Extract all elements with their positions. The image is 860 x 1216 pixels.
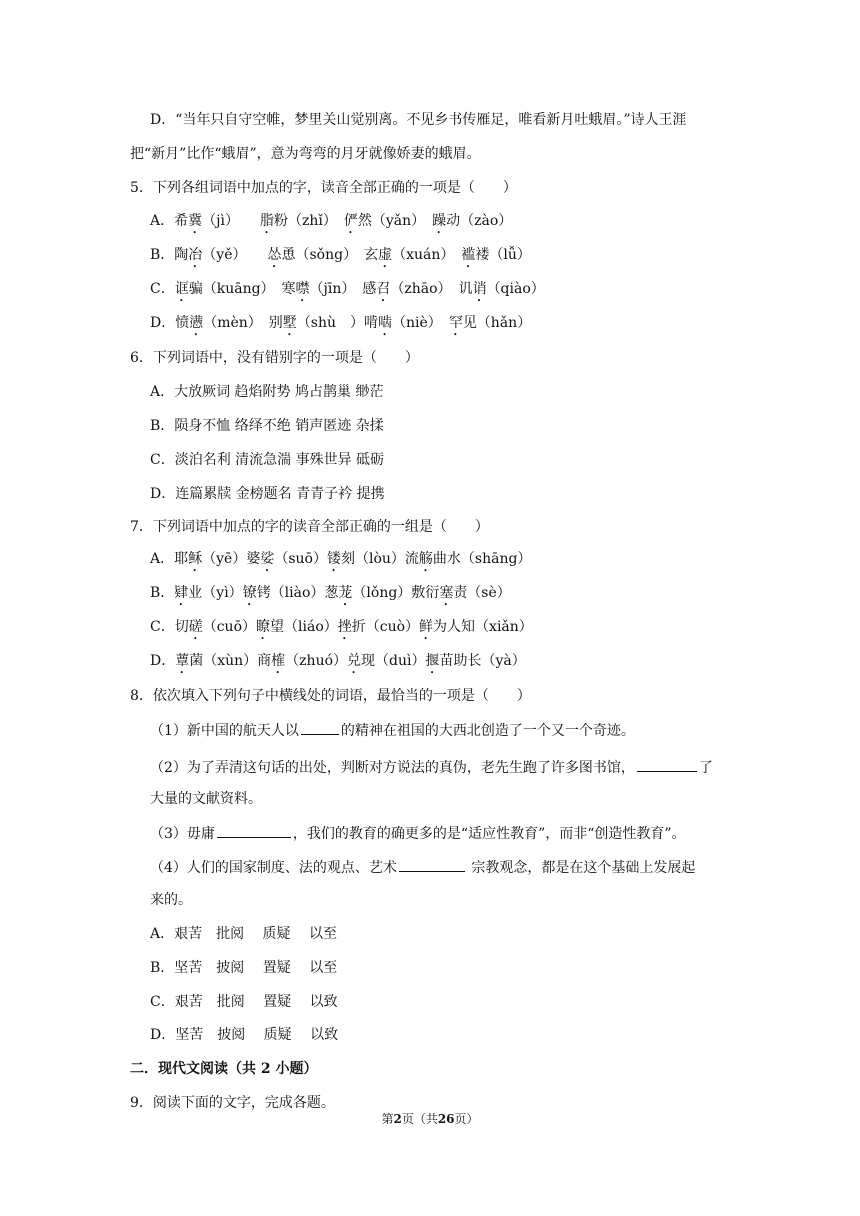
fill-blank-1 — [301, 719, 339, 735]
q5-option-d: D．愤懑（mèn） 别墅（shù ）啃啮（niè） 罕见（hǎn） — [150, 315, 532, 331]
question-6: 6．下列词语中，没有错别字的一项是（ ） — [130, 350, 419, 366]
q7-option-a: A．耶稣（yē）婆娑（suō）镂刻（lòu）流觞曲水（shāng） — [150, 551, 532, 567]
total-page-count: 26 — [437, 1112, 455, 1126]
q8-sentence-4-cont: 来的。 — [150, 892, 192, 908]
q7-option-b: B．肄业（yì）镣铐（liào）葱茏（lǒng）敷衍塞责（sè） — [150, 585, 511, 601]
q8-option-b: B．坚苦 披阅 置疑 以至 — [150, 960, 338, 976]
q5-option-a: A．希冀（jì） 脂粉（zhǐ） 俨然（yǎn） 躁动（zào） — [150, 213, 513, 229]
q5-option-c: C．诓骗（kuāng） 寒噤（jīn） 感召（zhāo） 讥诮（qiào） — [150, 281, 545, 297]
q5-option-b: B．陶冶（yě） 怂恿（sǒng） 玄虚（xuán） 褴褛（lǚ） — [150, 247, 531, 263]
fill-blank-2 — [637, 756, 697, 772]
q7-option-c: C．切磋（cuō）瞭望（liáo）挫折（cuò）鲜为人知（xiǎn） — [150, 619, 533, 635]
q8-sentence-2-cont: 大量的文献资料。 — [150, 791, 262, 807]
fill-blank-4 — [399, 856, 465, 872]
question-8: 8．依次填入下列句子中横线处的词语，最恰当的一项是（ ） — [130, 688, 531, 704]
section-heading: 二．现代文阅读（共 2 小题） — [130, 1061, 318, 1077]
page-footer: 第2页（共26页） — [381, 1112, 479, 1126]
q8-sentence-2: （2）为了弄清这句话的出处，判断对方说法的真伪，老先生跑了许多图书馆， 了 — [150, 756, 713, 778]
q8-option-c: C．艰苦 批阅 置疑 以致 — [150, 994, 338, 1010]
q6-option-c: C．淡泊名利 清流急湍 事殊世异 砥砺 — [150, 452, 385, 468]
q8-option-d: D．坚苦 披阅 质疑 以致 — [150, 1027, 339, 1043]
fill-blank-3 — [217, 822, 291, 838]
q6-option-a: A．大放厥词 趋焰附势 鸠占鹊巢 缈茫 — [150, 384, 384, 400]
question-7: 7．下列词语中加点的字的读音全部正确的一组是（ ） — [130, 519, 489, 535]
question-5: 5．下列各组词语中加点的字，读音全部正确的一项是（ ） — [130, 180, 517, 196]
q8-sentence-4: （4）人们的国家制度、法的观点、艺术 宗教观念，都是在这个基础上发展起 — [150, 856, 695, 878]
question-9: 9．阅读下面的文字，完成各题。 — [130, 1095, 335, 1111]
option-d-previous-line1: D．“当年只自守空帷，梦里关山觉别离。不见乡书传雁足，唯看新月吐蛾眉。”诗人王涯 — [150, 112, 687, 128]
q8-sentence-1: （1）新中国的航天人以 的精神在祖国的大西北创造了一个又一个奇迹。 — [150, 719, 635, 741]
q6-option-b: B．陨身不恤 络绎不绝 销声匿迹 杂揉 — [150, 418, 384, 434]
q6-option-d: D．连篇累牍 金榜题名 青青子衿 提携 — [150, 486, 385, 502]
current-page-number: 2 — [393, 1112, 402, 1126]
q8-option-a: A．艰苦 批阅 质疑 以至 — [150, 926, 338, 942]
option-d-previous-line2: 把“新月”比作“蛾眉”，意为弯弯的月牙就像娇妻的蛾眉。 — [130, 146, 481, 162]
q8-sentence-3: （3）毋庸 ，我们的教育的确更多的是“适应性教育”，而非“创造性教育”。 — [150, 822, 686, 844]
q7-option-d: D．蕈菌（xùn）商榷（zhuó）兑现（duì）揠苗助长（yà） — [150, 653, 526, 669]
